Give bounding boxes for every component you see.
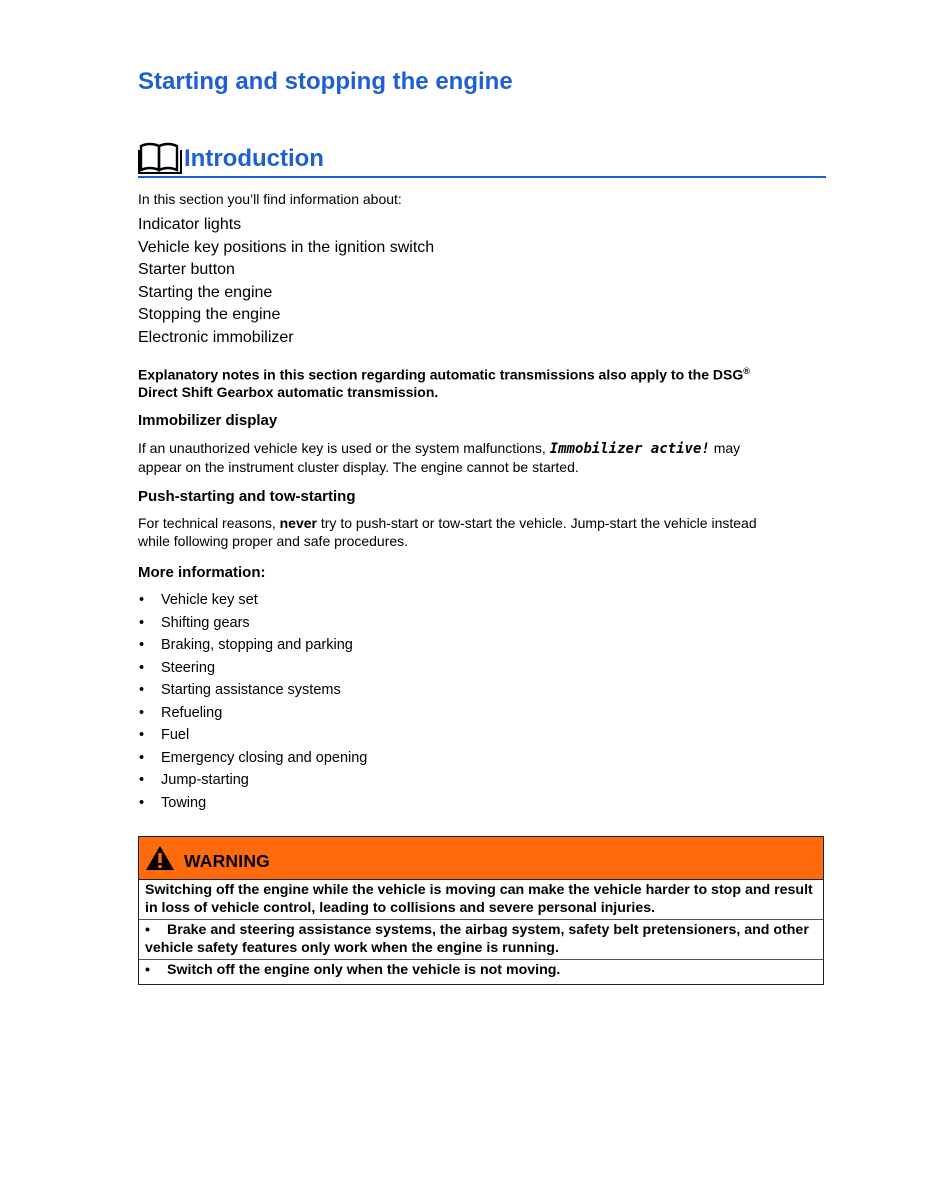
more-info-link[interactable]: • Braking, stopping and parking — [138, 634, 738, 657]
topic-list — [138, 214, 434, 350]
immobilizer-text-end: may — [709, 440, 741, 456]
bullet: • — [145, 922, 150, 938]
section-header — [138, 138, 826, 178]
more-info-link[interactable]: • Emergency closing and opening — [138, 747, 738, 770]
push-start-heading: Push-starting and tow-starting — [138, 488, 356, 505]
warning-triangle-icon — [145, 845, 175, 871]
warning-item — [139, 960, 823, 984]
bullet: • — [145, 962, 150, 978]
more-info-link[interactable]: • Shifting gears — [138, 612, 738, 635]
more-info-link[interactable]: • Starting assistance systems — [138, 679, 738, 702]
more-info-link[interactable]: • Towing — [138, 792, 738, 815]
book-icon — [138, 140, 182, 174]
push-start-emphasis: never — [279, 515, 317, 531]
warning-header — [139, 837, 823, 880]
immobilizer-heading: Immobilizer display — [138, 412, 278, 429]
registered-mark: ® — [743, 366, 750, 376]
warning-item-text: Switch off the engine only when the vehicle is not moving. — [167, 962, 561, 978]
chapter-title: Starting and stopping the engine — [138, 68, 513, 95]
push-start-text-end: try to push-start or tow-start the vehicle. Jump-start the vehicle instead — [316, 515, 757, 531]
warning-intro: Switching off the engine while the vehicle is moving can make the vehicle harder to stop and result in loss of vehicle control, leading to collisions and severe personal injuries. — [139, 880, 823, 920]
push-start-text-start: For technical reasons, — [138, 515, 280, 531]
push-start-text — [138, 514, 826, 550]
dsg-note-text-2: Direct Shift Gearbox automatic transmission. — [138, 383, 439, 400]
more-info-heading: More information: — [138, 564, 266, 581]
warning-box — [138, 836, 824, 985]
more-info-link[interactable]: • Fuel — [138, 724, 738, 747]
topic-item: Vehicle key positions in the ignition switch — [138, 238, 435, 256]
warning-item-text: Brake and steering assistance systems, the airbag system, safety belt pretensioners, and other vehicle safety features only work when the engine is running. — [145, 922, 809, 956]
push-start-text-line2: while following proper and safe procedures. — [138, 533, 409, 549]
warning-label: WARNING — [184, 850, 270, 871]
section-title: Introduction — [184, 145, 324, 172]
more-info-link[interactable]: • Refueling — [138, 702, 738, 725]
dsg-note — [138, 363, 818, 401]
topic-item: Indicator lights — [138, 216, 242, 233]
more-info-link[interactable]: • Jump-starting — [138, 769, 738, 792]
topic-item: Starter button — [138, 261, 235, 279]
topic-item: Stopping the engine — [138, 306, 281, 324]
topic-item: Electronic immobilizer — [138, 328, 294, 346]
more-info-link[interactable]: • Vehicle key set — [138, 589, 738, 612]
more-info-list — [138, 589, 738, 814]
more-info-link[interactable]: • Steering — [138, 657, 738, 680]
immobilizer-text-start: If an unauthorized vehicle key is used or the system malfunctions, — [138, 440, 550, 456]
display-message: Immobilizer active! — [549, 441, 710, 457]
topic-item: Starting the engine — [138, 283, 273, 301]
immobilizer-text — [138, 439, 826, 476]
warning-item — [139, 920, 823, 960]
dsg-note-text: Explanatory notes in this section regarding automatic transmissions also apply to the DSG — [138, 366, 744, 383]
intro-text: In this section you’ll find information about: — [138, 191, 402, 207]
immobilizer-text-line2: appear on the instrument cluster display. The engine cannot be started. — [138, 459, 579, 475]
